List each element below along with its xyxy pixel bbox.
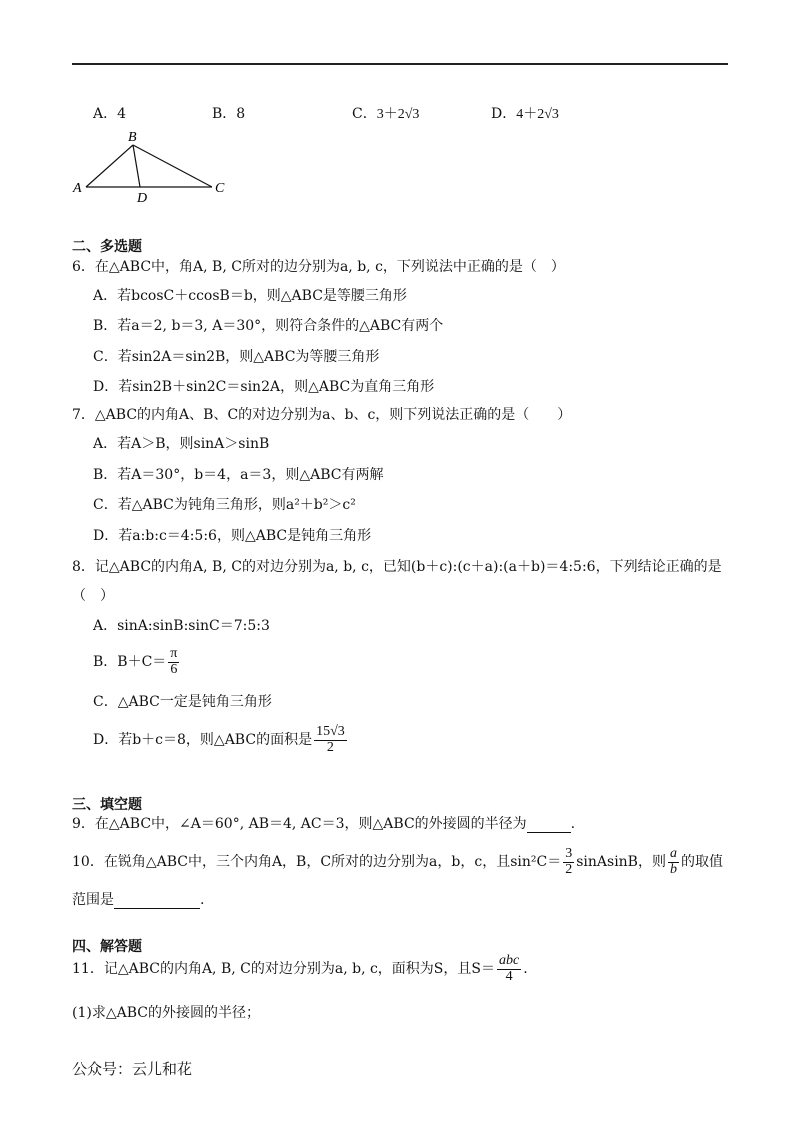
q11-stem: 11．记△ABC的内角A, B, C的对边分别为a, b, c，面积为S，且S＝ $\frac{\text{abc}}{4}$ . — [72, 953, 528, 984]
q6-option-d[interactable]: D．若sin2B＋sin2C＝sin2A，则△ABC为直角三角形 — [93, 379, 435, 395]
q7-option-a[interactable]: A．若A＞B，则sinA＞sinB — [93, 436, 270, 452]
header-rule — [72, 63, 728, 65]
q7-option-b[interactable]: B．若A＝30°，b＝4，a＝3，则△ABC有两解 — [93, 467, 384, 483]
q5-option-b[interactable]: B．8 — [212, 106, 246, 122]
q10-line1: 10．在锐角△ABC中，三个内角A，B，C所对的边分别为a，b，c，且sin²C＝ $\frac{3}{2}$ sinAsinB，则 $\frac{a}{b}$ 的取值 — [72, 846, 723, 877]
triangle-diagram — [70, 128, 240, 208]
q10-fraction-a-b: $\frac{a}{b}$ — [669, 846, 677, 877]
q8-option-c[interactable]: C．△ABC一定是钝角三角形 — [93, 694, 272, 710]
q7-option-d[interactable]: D．若a:b:c＝4:5:6，则△ABC是钝角三角形 — [93, 528, 372, 544]
q6-option-c[interactable]: C．若sin2A＝sin2B，则△ABC为等腰三角形 — [93, 349, 380, 365]
label-d: D — [137, 191, 148, 206]
q8-b-fraction: $\frac{\pi}{6}$ — [170, 646, 178, 677]
q11-part1: (1)求△ABC的外接圆的半径； — [72, 1005, 260, 1021]
label-b: B — [128, 130, 137, 145]
q8-stem: 8．记△ABC的内角A, B, C的对边分别为a, b, c，已知(b＋c):(c＋a):(a＋b)＝4:5:6，下列结论正确的是 — [72, 559, 722, 575]
q5-option-a[interactable]: A．4 — [93, 106, 127, 122]
q8-option-a[interactable]: A．sinA:sinB:sinC＝7:5:3 — [93, 618, 270, 634]
q5-option-d[interactable]: D．4＋2√3 — [491, 106, 559, 122]
section-fill-blank-title: 三、填空题 — [72, 797, 142, 813]
q7-stem: 7．△ABC的内角A、B、C的对边分别为a、b、c，则下列说法正确的是（ ） — [72, 407, 572, 423]
q11-fraction: $\frac{\text{abc}}{4}$ — [499, 953, 520, 984]
q6-option-b[interactable]: B．若a＝2, b＝3, A＝30°，则符合条件的△ABC有两个 — [93, 318, 444, 334]
q8-option-b[interactable]: B．B＋C＝ $\frac{\pi}{6}$ — [93, 646, 178, 677]
side-bc — [133, 145, 212, 187]
q6-option-a[interactable]: A．若bcosC＋ccosB＝b，则△ABC是等腰三角形 — [93, 288, 407, 304]
section-multi-choice-title: 二、多选题 — [72, 239, 142, 255]
q9-answer-blank[interactable] — [527, 816, 571, 833]
section-answer-title: 四、解答题 — [72, 939, 142, 955]
label-c: C — [215, 181, 225, 196]
segment-bd — [133, 145, 140, 187]
footer-wechat: 公众号：云儿和花 — [72, 1060, 193, 1078]
side-ab — [86, 145, 133, 187]
q10-line2: 范围是 . — [72, 892, 205, 908]
q5-option-c[interactable]: C．3＋2√3 — [352, 106, 420, 122]
q6-stem: 6．在△ABC中，角A, B, C所对的边分别为a, b, c，下列说法中正确的是（ ） — [72, 259, 565, 275]
q7-option-c[interactable]: C．若△ABC为钝角三角形，则a²＋b²＞c² — [93, 497, 356, 513]
q10-answer-blank[interactable] — [114, 892, 200, 909]
q9: 9．在△ABC中，∠A＝60°, AB＝4, AC＝3，则△ABC的外接圆的半径为 . — [72, 816, 576, 832]
q10-fraction-3-2: $\frac{3}{2}$ — [565, 846, 573, 877]
q8-paren: （ ） — [72, 588, 114, 604]
label-a: A — [73, 181, 82, 196]
q8-d-fraction: $\frac{15√3}{2}$ — [316, 724, 345, 755]
q8-option-d[interactable]: D．若b＋c＝8，则△ABC的面积是 $\frac{15√3}{2}$ — [93, 724, 345, 755]
